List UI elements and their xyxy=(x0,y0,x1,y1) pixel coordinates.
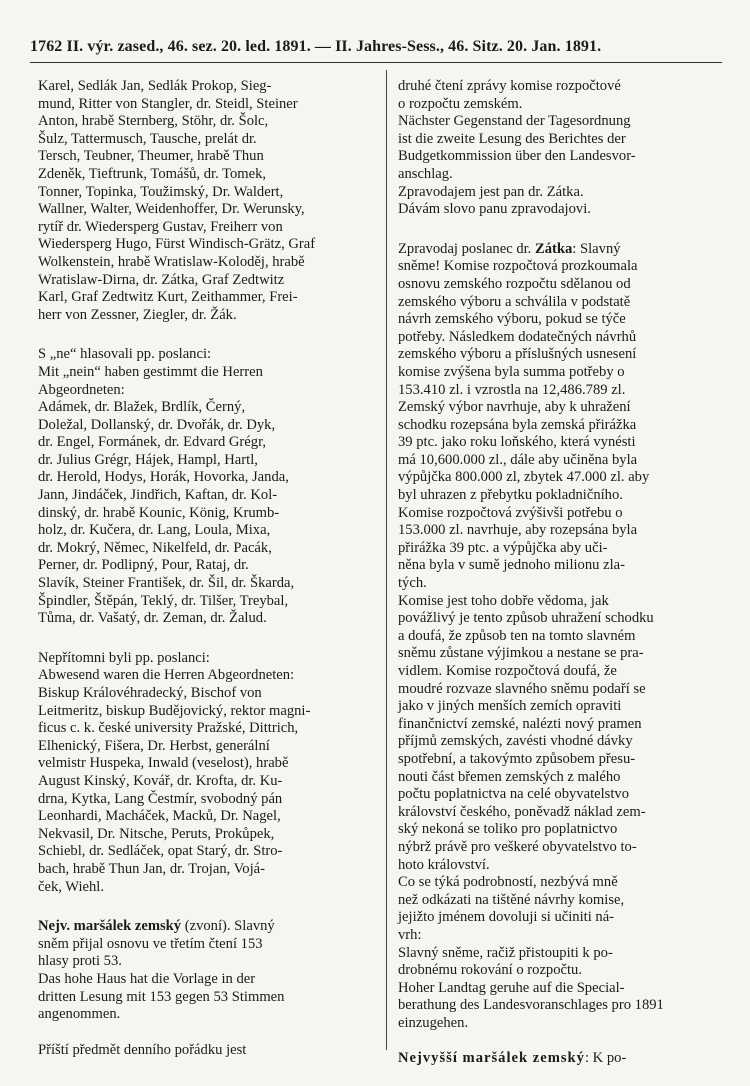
text-line: mund, Ritter von Stangler, dr. Steidl, Steiner xyxy=(38,95,298,112)
text-line: zemského výboru a schválila v podstatě xyxy=(398,293,631,310)
text-line: dr. Mokrý, Němec, Nikelfeld, dr. Pacák, xyxy=(38,539,272,556)
text-line: výpůjčka 800.000 zl, zbytek 47.000 zl. aby xyxy=(398,469,650,486)
text-line: rytíř dr. Wiedersperg Gustav, Freiherr von xyxy=(38,218,283,235)
text-line: vidlem. Komise rozpočtová doufá, že xyxy=(398,663,617,679)
text-line: ček, Wiehl. xyxy=(38,878,105,895)
vote-list-yes-continued xyxy=(38,78,378,324)
text-line: Schiebl, dr. Sedláček, opat Starý, dr. Stro- xyxy=(38,843,283,860)
rapporteur-text xyxy=(398,258,720,504)
text-line: Komise jest toho dobře vědoma, jak xyxy=(398,592,609,609)
closing-tail: : K po- xyxy=(584,1050,627,1067)
text-line: Anton, hrabě Sternberg, Stöhr, dr. Šolc, xyxy=(38,113,269,130)
text-line: Budgetkommission über den Landesvor- xyxy=(398,148,636,165)
text-line: Co se týká podrobností, nezbývá mně xyxy=(398,874,618,891)
details-motion xyxy=(398,874,720,1032)
text-line: jejižto jménem dovoluji si učiniti ná- xyxy=(398,909,615,926)
text-line: Tonner, Topinka, Toužimský, Dr. Waldert, xyxy=(38,183,284,200)
text-line: hoto království. xyxy=(398,856,490,873)
text-line: ský nekoná se toliko pro poplatnictvo xyxy=(398,821,618,838)
text-line: hlasy proti 53. xyxy=(38,953,122,970)
text-line: Leonhardi, Macháček, Macků, Dr. Nagel, xyxy=(38,808,281,825)
text-line: Tersch, Teubner, Theumer, hrabě Thun xyxy=(38,148,264,165)
right-column xyxy=(398,78,720,1068)
text-line: velmistr Huspeka, Inwald (veselost), hrabě xyxy=(38,755,289,772)
text-line: komise zvýšena byla summa potřeby o xyxy=(398,363,625,380)
text-line: dinský, dr. hrabě Kounic, König, Krumb- xyxy=(38,504,280,521)
statement-text: (zvoní). Slavný xyxy=(181,918,275,935)
rapporteur-tail: : Slavný xyxy=(572,240,621,257)
text-line: Komise rozpočtová zvýšivši potřebu o xyxy=(398,504,623,521)
text-line: holz, dr. Kučera, dr. Lang, Loula, Mixa, xyxy=(38,522,271,539)
rapporteur-name: Zátka xyxy=(534,240,573,257)
text-line: sněme! Komise rozpočtová prozkoumala xyxy=(398,258,638,275)
text-line: Tůma, dr. Vašatý, dr. Zeman, dr. Žalud. xyxy=(38,610,267,627)
column-divider xyxy=(386,70,387,1050)
text-line: bach, hrabě Thun Jan, dr. Trojan, Vojá- xyxy=(38,860,265,877)
text-line: Das hohe Haus hat die Vorlage in der xyxy=(38,970,256,987)
text-line: drobnému rokování o rozpočtu. xyxy=(398,962,582,979)
text-line: počtu poplatnictva na celé obyvatelstvo xyxy=(398,786,629,803)
page-header: 1762 II. výr. zased., 46. sez. 20. led. 1891. — II. Jahres-Sess., 46. Sitz. 20. Jan. 1891. xyxy=(30,38,602,55)
text-line: Leitmeritz, biskup Budějovický, rektor magni- xyxy=(38,702,311,719)
text-line: Wolkenstein, hrabě Wratislaw-Koloděj, hrabě xyxy=(38,253,305,270)
statement-rest xyxy=(38,936,378,1024)
text-line: ficus c. k. české university Pražské, Dittrich, xyxy=(38,720,299,737)
text-line: Elhenický, Fišera, Dr. Herbst, generální xyxy=(38,737,270,754)
text-line: August Kinský, Kovář, dr. Krofta, dr. Ku- xyxy=(38,772,283,789)
text-line: Karel, Sedlák Jan, Sedlák Prokop, Sieg- xyxy=(38,78,272,94)
text-line: schodku rozepsána byla zemská přirážka xyxy=(398,416,637,433)
text-line: 153.000 zl. navrhuje, aby rozepsána byla xyxy=(398,522,638,539)
text-line: sněmu zůstane výjimkou a nestane se pra- xyxy=(398,645,644,662)
text-line: Nepřítomni byli pp. poslanci: xyxy=(38,649,210,666)
text-line: Adámek, dr. Blažek, Brdlík, Černý, xyxy=(38,399,246,416)
text-line: tých. xyxy=(398,575,427,592)
text-line: ist die zweite Lesung des Berichtes der xyxy=(398,130,626,147)
text-line: 153.410 zl. i vzrostla na 12,486.789 zl. xyxy=(398,381,626,398)
text-line: něna byla v sumě jednoho milionu zla- xyxy=(398,557,625,574)
text-line: Perner, dr. Podlipný, Pour, Rataj, dr. xyxy=(38,557,249,574)
rapporteur-lead: Zpravodaj poslanec dr. xyxy=(398,240,535,257)
text-line: byl uhrazen z přebytku pokladničního. xyxy=(398,487,623,504)
commission-proposal xyxy=(398,505,720,593)
vote-list-no xyxy=(38,346,378,628)
agenda-announcement xyxy=(398,78,720,219)
marshal-closing xyxy=(398,1050,720,1068)
text-line: návrh zemského výboru, pokud se týče xyxy=(398,311,626,328)
text-line: Slavík, Steiner František, dr. Šil, dr. Škarda, xyxy=(38,575,295,592)
text-line: Mit „nein“ haben gestimmt die Herren xyxy=(38,363,263,380)
left-column xyxy=(38,78,378,1059)
text-line: Wallner, Walter, Weidenhoffer, Dr. Werunsky, xyxy=(38,201,305,218)
text-line: angenommen. xyxy=(38,1006,121,1023)
text-line: berathung des Landesvoranschlages pro 1891 xyxy=(398,997,664,1014)
text-line: než odkázati na tištěné návrhy komise, xyxy=(398,891,625,908)
text-line: příjmů zemských, zavésti vhodné dávky xyxy=(398,733,633,750)
marshal-statement xyxy=(38,918,378,1024)
text-line: jako v jiných menších zemích opraviti xyxy=(398,698,622,715)
text-line: dr. Julius Grégr, Hájek, Hampl, Hartl, xyxy=(38,451,258,468)
text-line: nýbrž právě pro veškeré obyvatelstvo to- xyxy=(398,838,637,855)
text-line: Nekvasil, Dr. Nitsche, Peruts, Prokůpek, xyxy=(38,825,275,842)
text-line: vrh: xyxy=(398,926,422,943)
text-line: S „ne“ hlasovali pp. poslanci: xyxy=(38,346,212,363)
text-line: Abgeordneten: xyxy=(38,381,125,398)
text-line: Hoher Landtag geruhe auf die Special- xyxy=(398,979,625,996)
header-rule xyxy=(30,62,722,63)
text-line: osnovu zemského rozpočtu sdělanou od xyxy=(398,275,631,292)
text-line: povážlivý je tento způsob uhražení schodku xyxy=(398,610,654,627)
rapporteur-speech xyxy=(398,241,720,505)
text-line: Příští předmět denního pořádku jest xyxy=(38,1041,247,1058)
text-line: přirážka 39 ptc. a výpůjčka aby uči- xyxy=(398,539,608,556)
text-line: království českého, poněvadž náklad zem- xyxy=(398,803,646,820)
text-line: einzugehen. xyxy=(398,1014,469,1031)
absent-list xyxy=(38,650,378,896)
text-line: moudré rozvaze slavného sněmu podaří se xyxy=(398,680,646,697)
text-line: 39 ptc. jako roku loňského, která vynésti xyxy=(398,434,636,451)
text-line: sněm přijal osnovu ve třetím čtení 153 xyxy=(38,935,263,952)
text-line: Wratislaw-Dirna, dr. Zátka, Graf Zedtwitz xyxy=(38,271,285,288)
text-line: Slavný sněme, račiž přistoupiti k po- xyxy=(398,944,613,961)
text-line: a doufá, že způsob ten na tomto slavném xyxy=(398,627,636,644)
text-line: Zdeněk, Tieftrunk, Tomášů, dr. Tomek, xyxy=(38,165,267,182)
text-line: o rozpočtu zemském. xyxy=(398,95,523,112)
text-line: Zpravodajem jest pan dr. Zátka. xyxy=(398,183,584,200)
text-line: druhé čtení zprávy komise rozpočtové xyxy=(398,78,621,94)
next-item-text xyxy=(38,1042,378,1060)
text-line: nouti část břemen zemských z malého xyxy=(398,768,621,785)
text-line: zemského výboru a příslušných usnesení xyxy=(398,346,637,363)
text-line: Biskup Královéhradecký, Bischof von xyxy=(38,685,262,701)
closing-speaker: Nejvyšší maršálek zemský xyxy=(398,1050,585,1067)
text-line: Doležal, Dollanský, dr. Dvořák, dr. Dyk, xyxy=(38,416,276,433)
text-line: finančnictví zemské, nalézti nový pramen xyxy=(398,715,642,732)
text-line: Nächster Gegenstand der Tagesordnung xyxy=(398,113,631,130)
text-line: spotřební, a takovýmto způsobem přesu- xyxy=(398,750,636,767)
text-line: Zemský výbor navrhuje, aby k uhražení xyxy=(398,399,631,416)
text-line: Wiedersperg Hugo, Fürst Windisch-Grätz, Graf xyxy=(38,236,316,253)
text-line: Špindler, Štěpán, Teklý, dr. Tilšer, Treybal, xyxy=(38,592,289,609)
commission-remarks xyxy=(398,593,720,875)
text-line: dr. Engel, Formánek, dr. Edvard Grégr, xyxy=(38,434,266,451)
text-line: Abwesend waren die Herren Abgeordneten: xyxy=(38,667,295,684)
speaker-name: Nejv. maršálek zemský xyxy=(38,918,182,935)
text-line: Dávám slovo panu zpravodajovi. xyxy=(398,201,591,218)
text-line: Karl, Graf Zedtwitz Kurt, Zeithammer, Frei- xyxy=(38,289,298,306)
text-line: Šulz, Tattermusch, Tausche, prelát dr. xyxy=(38,130,257,147)
text-line: má 10,600.000 zl., dále aby učiněna byla xyxy=(398,451,638,468)
text-line: drna, Kytka, Lang Čestmír, svobodný pán xyxy=(38,790,283,807)
text-line: herr von Zessner, Ziegler, dr. Žák. xyxy=(38,306,237,323)
text-line: dritten Lesung mit 153 gegen 53 Stimmen xyxy=(38,988,285,1005)
text-line: potřeby. Následkem dodatečných návrhů xyxy=(398,328,637,345)
text-line: anschlag. xyxy=(398,165,453,182)
text-line: Jann, Jindáček, Jindřich, Kaftan, dr. Kol- xyxy=(38,487,278,504)
text-line: dr. Herold, Hodys, Horák, Hovorka, Janda, xyxy=(38,469,289,486)
